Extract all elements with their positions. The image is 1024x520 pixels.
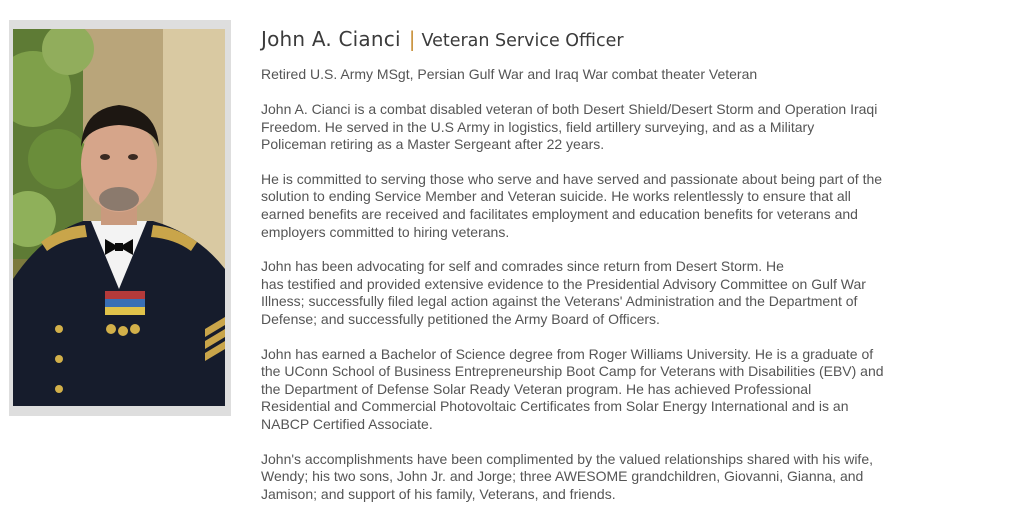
bio-line: Illness; successfully filed legal action against the Veterans' Administration and the Department of — [261, 293, 858, 310]
profile-photo — [13, 29, 225, 406]
bio-line: Policeman retiring as a Master Sergeant after 22 years. — [261, 136, 605, 153]
bio-paragraph — [261, 258, 961, 328]
bio-line: John A. Cianci is a combat disabled veteran of both Desert Shield/Desert Storm and Operation Iraqi — [261, 101, 878, 117]
page-title — [261, 27, 961, 55]
bio-line: John's accomplishments have been complimented by the valued relationships shared with his wife, — [261, 450, 874, 467]
bio-paragraph — [261, 101, 961, 154]
bio-line: Defense; and successfully petitioned the Army Board of Officers. — [261, 310, 660, 327]
bio-line: John has been advocating for self and comrades since return from Desert Storm. He — [261, 258, 784, 275]
bio-line: Freedom. He served in the U.S Army in logistics, field artillery surveying, and as a Military — [261, 118, 815, 135]
bio-line: earned benefits are received and facilitates employment and education benefits for veterans and — [261, 205, 858, 222]
bio-line: NABCP Certified Associate. — [261, 415, 433, 432]
bio-line: He is committed to serving those who serve and have served and passionate about being part of the — [261, 170, 883, 187]
person-subtitle: Retired U.S. Army MSgt, Persian Gulf War and Iraq War combat theater Veteran — [261, 66, 758, 82]
bio-line: the UConn School of Business Entrepreneurship Boot Camp for Veterans with Disabilities (EBV) and — [261, 363, 884, 380]
bio-paragraph — [261, 346, 961, 434]
photo-frame — [9, 20, 231, 416]
profile-content — [261, 27, 961, 520]
bio-line: Residential and Commercial Photovoltaic Certificates from Solar Energy International and is an — [261, 398, 849, 415]
bio-line: Wendy; his two sons, John Jr. and Jorge; three AWESOME grandchildren, Giovanni, Gianna, and — [261, 468, 864, 485]
bio-line: solution to ending Service Member and Veteran suicide. He works relentlessly to ensure that all — [261, 188, 851, 205]
bio-paragraph — [261, 451, 961, 504]
bio-line: the Department of Defense Solar Ready Veteran program. He has achieved Professional — [261, 380, 812, 397]
bio-line: employers committed to hiring veterans. — [261, 223, 510, 240]
person-role: Veteran Service Officer — [421, 31, 624, 51]
bio-paragraph — [261, 171, 961, 241]
bio-line: Jamison; and support of his family, Veterans, and friends. — [261, 485, 616, 502]
person-name: John A. Cianci — [261, 27, 401, 51]
bio-line: has testified and provided extensive evidence to the Presidential Advisory Committee on Gulf War — [261, 275, 866, 292]
bio-line: John has earned a Bachelor of Science degree from Roger Williams University. He is a graduate of — [261, 345, 874, 362]
title-separator: | — [408, 27, 416, 51]
